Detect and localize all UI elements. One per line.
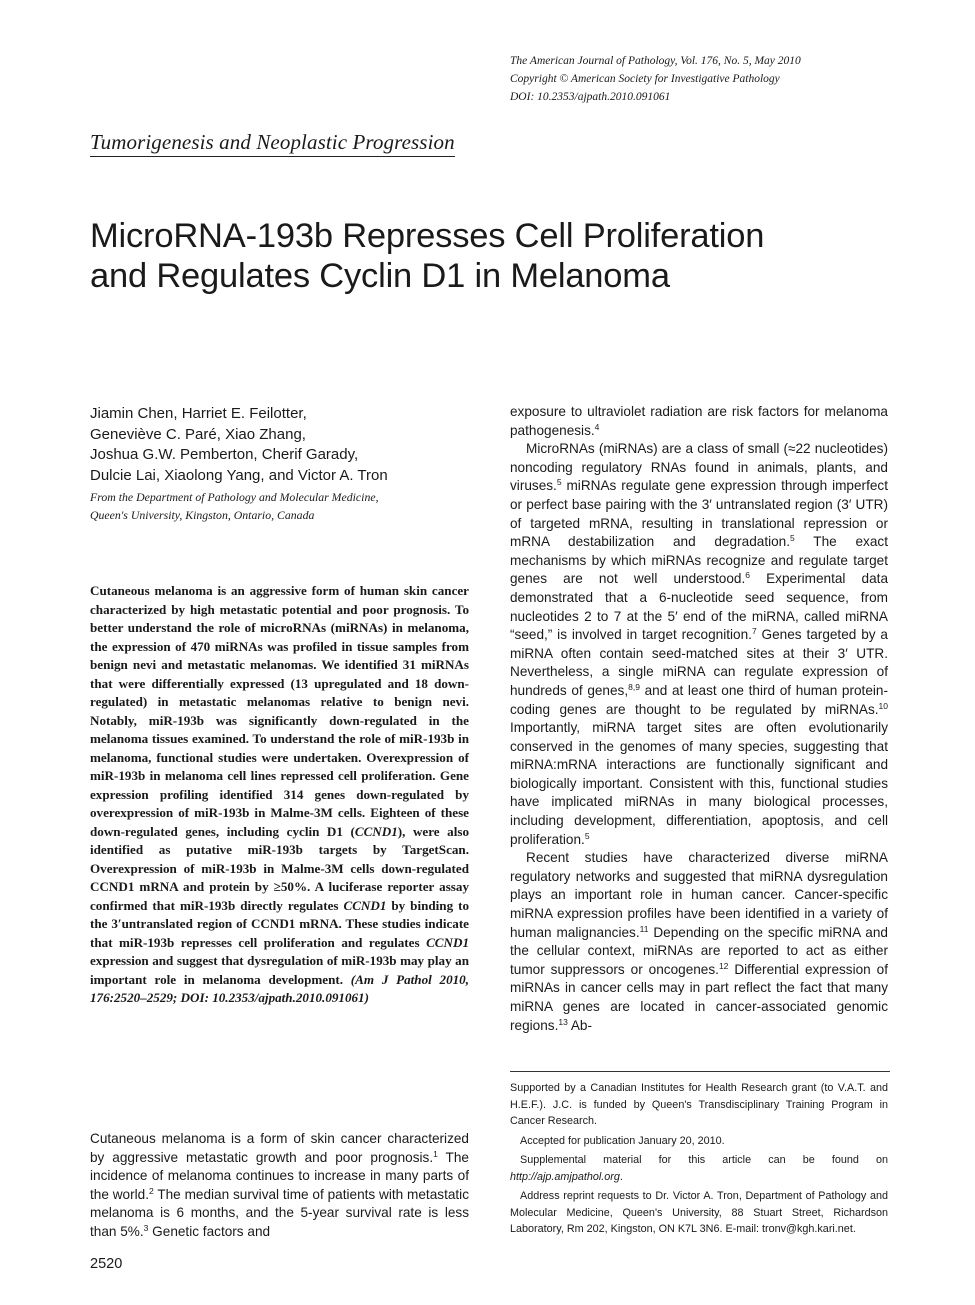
funding-note: Supported by a Canadian Institutes for Health Research grant (to V.A.T. and H.E.F.). J.C. is funded by Queen's Transdisciplinary Training Program in Cancer Research. [510, 1082, 888, 1127]
title-line-1: MicroRNA-193b Represses Cell Proliferation [90, 217, 765, 255]
body-column-left [90, 1130, 469, 1242]
body-text: Depending on the specific miRNA and the cellular context, miRNAs are reported to act as either tumor suppressors or oncogenes. [510, 924, 888, 977]
reprint-note: Address reprint requests to Dr. Victor A. Tron, Department of Pathology and Molecular Medicine, Queen's University, 88 Stuart Street, Richardson Laboratory, Rm 202, Kingston, ON K7L 3N6. E-mail: tronv@kgh.kari.net. [510, 1190, 888, 1235]
author-list [90, 404, 490, 486]
reference-mark: 7 [751, 626, 757, 637]
body-text: exposure to ultraviolet radiation are risk factors for melanoma pathogenesis. [510, 404, 888, 438]
body-paragraph [510, 849, 888, 1035]
footnotes [510, 1080, 888, 1238]
body-column-right [510, 403, 888, 1035]
author-line: Geneviève C. Paré, Xiao Zhang, [90, 425, 306, 443]
page-number: 2520 [90, 1256, 123, 1272]
footnote-text: . [619, 1170, 623, 1183]
gene-name: CCND1 [354, 823, 398, 839]
body-paragraph [90, 1130, 469, 1242]
body-text: Ab- [567, 1017, 593, 1033]
body-text: Differential expression of miRNAs in cancer cells may in part reflect the fact that many miRNA genes are located in cancer-associated genomic regions. [510, 961, 889, 1033]
body-paragraph [510, 403, 888, 440]
reference-mark: 10 [878, 700, 888, 711]
body-text: Recent studies have characterized diverse miRNA regulatory networks and suggested that miRNA dysregulation plays an important role in human cancer. Cancer-specific miRNA expression profiles have been identified in a variety of human malignancies. [510, 850, 888, 940]
body-text: Genetic factors and [148, 1223, 271, 1239]
body-paragraph [510, 440, 888, 849]
reference-mark: 1 [433, 1148, 438, 1159]
supplemental-link[interactable]: http://ajp.amjpathol.org [510, 1170, 620, 1183]
body-text: The exact mechanisms by which miRNAs recognize and regulate target genes are not well understood. [510, 534, 888, 587]
gene-name: CCND1 [426, 934, 469, 950]
body-text: The median survival time of patients with metastatic melanoma is 6 months, and the 5-year survival rate is less than 5%. [90, 1186, 469, 1239]
accepted-note: Accepted for publication January 20, 2010. [520, 1134, 725, 1147]
reference-mark: 12 [718, 960, 729, 971]
author-line: Joshua G.W. Pemberton, Cherif Garady, [90, 446, 359, 463]
reference-mark: 3 [143, 1222, 149, 1233]
title-line-2: and Regulates Cyclin D1 in Melanoma [90, 257, 670, 295]
reference-mark: 2 [149, 1185, 154, 1196]
gene-name: CCND1 [343, 897, 387, 913]
reference-mark: 5 [556, 477, 562, 488]
reference-mark: 13 [558, 1016, 568, 1027]
journal-citation: The American Journal of Pathology, Vol. 176, No. 5, May 2010 [510, 55, 801, 67]
affiliation [90, 488, 490, 524]
supplemental-note [510, 1152, 888, 1185]
article-title [90, 216, 850, 296]
body-text: The incidence of melanoma continues to increase in many parts of the world. [90, 1149, 469, 1202]
abstract-text: by binding to the 3′untranslated region of CCND1 mRNA. These studies indicate that miR-193b represses cell proliferation and regulates [90, 897, 469, 950]
affiliation-line-1: From the Department of Pathology and Molecular Medicine, [90, 490, 379, 504]
body-text: Experimental data demonstrated that a 6-nucleotide seed sequence, from nucleotides 2 to 7 at the 5′ end of the miRNA, called miRNA “seed,” is involved in target recognition. [510, 571, 888, 643]
body-text: Cutaneous melanoma is a form of skin cancer characterized by aggressive metastatic growth and poor prognosis. [90, 1131, 469, 1165]
journal-header [510, 52, 930, 106]
journal-doi: DOI: 10.2353/ajpath.2010.091061 [510, 91, 671, 103]
abstract-text: expression and suggest that dysregulation of miR-193b may play an important role in melanoma development. [90, 953, 469, 987]
footnote-divider [510, 1071, 890, 1072]
body-text: Importantly, miRNA target sites are often evolutionarily conserved in the genomes of many species, suggesting that miRNA:mRNA interactions are functionally significant and biologically important. Consistent with this, functional studies have implicated miRNAs in many biological processes, including development, differentiation, apoptosis, and cell proliferation. [510, 720, 888, 847]
reference-mark: 4 [594, 421, 600, 432]
footnote-text: Supplemental material for this article can be found on [520, 1154, 888, 1166]
section-heading: Tumorigenesis and Neoplastic Progression [90, 130, 455, 157]
body-text: MicroRNAs (miRNAs) are a class of small (≈22 nucleotides) noncoding regulatory RNAs found in animals, plants, and viruses. [510, 441, 888, 494]
body-text: and at least one third of human protein-coding genes are thought to be regulated by miRNAs. [510, 682, 888, 717]
abstract-text: Cutaneous melanoma is an aggressive form of human skin cancer characterized by high metastatic potential and poor prognosis. To better understand the role of microRNAs (miRNAs) in melanoma, the expression of 470 miRNAs was profiled in tissue samples from benign nevi and metastatic melanomas. We identified 31 miRNAs that were differentially expressed (13 upregulated and 18 down-regulated) in metastatic melanomas relative to benign nevi. Notably, miR-193b was significantly down-regulated in the melanoma tissues examined. To understand the role of miR-193b in melanoma, functional studies were undertaken. Overexpression of miR-193b in melanoma cell lines repressed cell proliferation. Gene expression profiling identified 314 genes down-regulated by overexpression of miR-193b in Malme-3M cells. Eighteen of these down-regulated genes, including cyclin D1 ( [90, 583, 469, 839]
author-line: Dulcie Lai, Xiaolong Yang, and Victor A. Tron [90, 466, 388, 484]
abstract [90, 582, 469, 1008]
reference-mark: 6 [745, 570, 750, 581]
body-text: miRNAs regulate gene expression through imperfect or perfect base pairing with the 3′ untranslated region (3′ UTR) of targeted mRNA, resulting in translational repression or mRNA destabilization and degradation. [510, 478, 888, 550]
abstract-text: ), were also identified as putative miR-193b targets by TargetScan. Overexpression of miR-193b in Malme-3M cells down-regulated CCND1 mRNA and protein by ≥50%. A luciferase reporter assay confirmed that miR-193b directly regulates [90, 823, 469, 913]
article-citation: (Am J Pathol 2010, 176:2520–2529; DOI: 10.2353/ajpath.2010.091061) [90, 971, 469, 1005]
reference-mark: 5 [584, 830, 590, 841]
reference-mark: 5 [790, 533, 795, 544]
reference-mark: 11 [639, 923, 649, 934]
body-text: Genes targeted by a miRNA often contain seed-matched sites at their 3′ UTR. Nevertheless, a single miRNA can regulate expression of hundreds of genes, [510, 627, 888, 698]
affiliation-line-2: Queen's University, Kingston, Ontario, Canada [90, 508, 315, 522]
journal-copyright: Copyright © American Society for Investigative Pathology [510, 73, 780, 85]
reference-mark: 8,9 [628, 681, 640, 692]
author-line: Jiamin Chen, Harriet E. Feilotter, [90, 405, 307, 422]
